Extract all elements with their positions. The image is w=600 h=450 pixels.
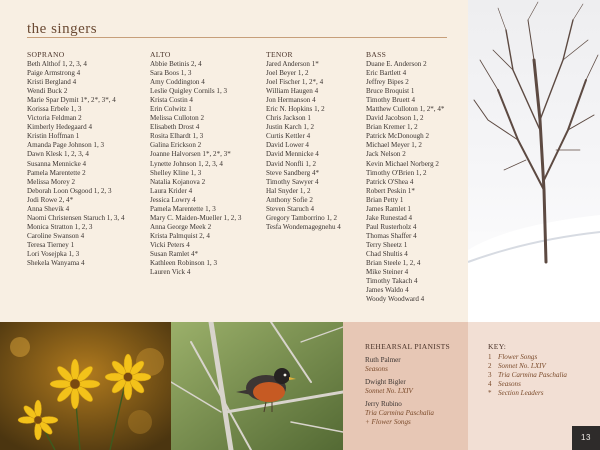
singer-entry: Paul Rusterholz 4 — [366, 222, 417, 231]
singer-entry: Rosita Elhardt 1, 3 — [150, 132, 204, 141]
singer-entry: Joel Beyer 1, 2 — [266, 69, 309, 78]
tenor-column — [266, 50, 378, 232]
singer-entry: Anna Shevik 4 — [27, 204, 70, 213]
singer-entry: Terry Sheetz 1 — [366, 240, 408, 249]
singer-entry: Jack Nelson 2 — [366, 150, 406, 159]
singer-entry: Lori Vosejpka 1, 3 — [27, 249, 80, 258]
singer-entry: Jake Runestad 4 — [366, 213, 413, 222]
page-number: 13 — [572, 426, 600, 450]
singer-entry: Vicki Peters 4 — [150, 240, 190, 249]
singer-entry: Erin Colwitz 1 — [150, 105, 192, 114]
singer-entry: Elisabeth Drost 4 — [150, 123, 200, 132]
singer-entry: Amy Coddington 4 — [150, 78, 205, 87]
section-header: ALTO — [150, 50, 171, 59]
pianist-work: Sonnet No. LXIV — [365, 387, 413, 395]
key-header: KEY: — [488, 342, 507, 351]
singer-entry: Jodi Rowe 2, 4* — [27, 195, 74, 204]
key-item — [488, 362, 546, 371]
singer-entry: Krista Palmquist 2, 4 — [150, 231, 210, 240]
section-header: SOPRANO — [27, 50, 65, 59]
pianist-name: Jerry Rubino — [365, 400, 402, 408]
pianist-work: Seasons — [365, 365, 388, 373]
singer-entry: Wendi Buck 2 — [27, 87, 68, 96]
singer-entry: Anthony Sofie 2 — [266, 195, 313, 204]
key-item — [488, 389, 544, 398]
singer-entry: Susanna Mennicke 4 — [27, 159, 87, 168]
singer-entry: Galina Erickson 2 — [150, 141, 202, 150]
singer-entry: Joanne Halvorsen 1*, 2*, 3* — [150, 150, 231, 159]
singer-entry: Naomi Christensen Staruch 1, 3, 4 — [27, 213, 125, 222]
singer-entry: Hal Snyder 1, 2 — [266, 186, 311, 195]
singer-entry: Woody Woodward 4 — [366, 295, 425, 304]
key-item — [488, 371, 567, 380]
singer-entry: Kathleen Robinson 1, 3 — [150, 259, 217, 268]
name-list — [366, 60, 478, 304]
singer-entry: Natalia Kojanova 2 — [150, 177, 206, 186]
singer-entry: Victoria Feldman 2 — [27, 114, 82, 123]
page-title: the singers — [27, 21, 98, 37]
singer-entry: Pamela Marentette 1, 3 — [150, 204, 216, 213]
singer-entry: Jon Hermanson 4 — [266, 96, 316, 105]
singer-entry: Krista Costin 4 — [150, 96, 193, 105]
snowy-tree-photo — [468, 0, 600, 322]
key-label: Tria Carmina Paschalia — [498, 371, 567, 379]
singer-entry: Eric Bartlett 4 — [366, 69, 407, 78]
singer-entry: Marie Spar Dymit 1*, 2*, 3*, 4 — [27, 96, 116, 105]
singer-entry: Steve Sandberg 4* — [266, 168, 320, 177]
singer-entry: Kristin Hoffman 1 — [27, 132, 80, 141]
singer-entry: Patrick O'Shea 4 — [366, 177, 414, 186]
singer-entry: Lauren Vick 4 — [150, 268, 191, 277]
singer-entry: Timothy Sawyer 4 — [266, 177, 319, 186]
singer-entry: Timothy O'Brien 1, 2 — [366, 168, 427, 177]
key-symbol: * — [488, 389, 492, 397]
singer-entry: Laura Krider 4 — [150, 186, 193, 195]
singer-entry: James Waldo 4 — [366, 286, 409, 295]
key-label: Section Leaders — [498, 389, 544, 397]
singer-entry: Brian Steele 1, 2, 4 — [366, 259, 421, 268]
singer-entry: Steven Staruch 4 — [266, 204, 315, 213]
singer-entry: Deborah Loon Osgood 1, 2, 3 — [27, 186, 112, 195]
bass-column — [366, 50, 478, 304]
singer-entry: Jeffrey Bipes 2 — [366, 78, 409, 87]
pianist-entry — [365, 356, 401, 374]
key-item — [488, 353, 537, 362]
pianist-entry — [365, 400, 434, 427]
singer-entry: Matthew Culloton 1, 2*, 4* — [366, 105, 445, 114]
singer-entry: Amanda Page Johnson 1, 3 — [27, 141, 105, 150]
section-header: TENOR — [266, 50, 293, 59]
section-header: BASS — [366, 50, 387, 59]
pianist-entry — [365, 378, 413, 396]
singer-entry: Eric N. Hopkins 1, 2 — [266, 105, 325, 114]
singer-entry: William Haugen 4 — [266, 87, 319, 96]
singer-entry: David Jacobson 1, 2 — [366, 114, 424, 123]
alto-column — [150, 50, 262, 277]
singer-entry: Pamela Marentette 2 — [27, 168, 86, 177]
pianist-name: Dwight Bigler — [365, 378, 406, 386]
singer-entry: David Lower 4 — [266, 141, 309, 150]
singer-entry: Brian Kremer 1, 2 — [366, 123, 418, 132]
singer-entry: Robert Peskin 1* — [366, 186, 415, 195]
singer-entry: Mary C. Maiden-Mueller 1, 2, 3 — [150, 213, 242, 222]
key-label: Sonnet No. LXIV — [498, 362, 546, 370]
name-list — [266, 60, 378, 232]
singer-entry: Kristi Bergland 4 — [27, 78, 77, 87]
name-list — [150, 60, 262, 277]
singer-entry: Kimberly Hedegaard 4 — [27, 123, 93, 132]
singer-entry: Jessica Lowry 4 — [150, 195, 196, 204]
singer-entry: Teresa Tierney 1 — [27, 240, 75, 249]
title-divider — [27, 37, 447, 38]
singer-entry: Lynette Johnson 1, 2, 3, 4 — [150, 159, 223, 168]
singer-entry: Monica Stratton 1, 2, 3 — [27, 222, 93, 231]
singer-entry: Paige Armstrong 4 — [27, 69, 81, 78]
singer-entry: Patrick McDonough 2 — [366, 132, 430, 141]
robin-photo — [171, 322, 343, 450]
key-symbol: 2 — [488, 362, 492, 370]
key-symbol: 3 — [488, 371, 492, 379]
singer-entry: Justin Karch 1, 2 — [266, 123, 315, 132]
pianist-work: Tria Carmina Paschalia — [365, 409, 434, 417]
singer-entry: Chad Shultis 4 — [366, 249, 408, 258]
singer-entry: James Ramlet 1 — [366, 204, 411, 213]
singer-entry: David Mennicke 4 — [266, 150, 319, 159]
singer-entry: Michael Meyer 1, 2 — [366, 141, 422, 150]
singer-entry: Sara Boos 1, 3 — [150, 69, 192, 78]
name-list — [27, 60, 139, 268]
key-item — [488, 380, 521, 389]
key-label: Seasons — [498, 380, 521, 388]
singer-entry: Joel Fischer 1, 2*, 4 — [266, 78, 324, 87]
key-label: Flower Songs — [498, 353, 538, 361]
singer-entry: Gregory Tamborrino 1, 2 — [266, 213, 338, 222]
singer-entry: Kevin Michael Norberg 2 — [366, 159, 439, 168]
singer-entry: Dawn Klesk 1, 2, 3, 4 — [27, 150, 89, 159]
singer-entry: Melissa Morey 2 — [27, 177, 76, 186]
singer-entry: Timothy Bruett 4 — [366, 96, 416, 105]
singer-entry: Caroline Swanson 4 — [27, 231, 85, 240]
singer-entry: Jared Anderson 1* — [266, 60, 319, 68]
singer-entry: Mike Steiner 4 — [366, 268, 409, 277]
singer-entry: Tesfa Wondemagegnehu 4 — [266, 222, 341, 231]
singer-entry: Korissa Erbele 1, 3 — [27, 105, 82, 114]
yellow-flowers-photo — [0, 322, 171, 450]
singer-entry: Anna George Meek 2 — [150, 222, 212, 231]
singer-entry: Shelley Kline 1, 3 — [150, 168, 202, 177]
singer-entry: Thomas Shaffer 4 — [366, 231, 417, 240]
singer-entry: Leslie Quigley Cornils 1, 3 — [150, 87, 228, 96]
singer-entry: Brian Petty 1 — [366, 195, 404, 204]
pianist-work: + Flower Songs — [365, 418, 411, 426]
singer-entry: Timothy Takach 4 — [366, 277, 418, 286]
singer-entry: David Nonfli 1, 2 — [266, 159, 317, 168]
singer-entry: Shekela Wanyama 4 — [27, 259, 85, 268]
key-symbol: 1 — [488, 353, 492, 361]
pianist-name: Ruth Palmer — [365, 356, 401, 364]
singer-entry: Duane E. Anderson 2 — [366, 60, 427, 68]
soprano-column — [27, 50, 139, 268]
key-symbol: 4 — [488, 380, 492, 388]
singer-entry: Melissa Culloton 2 — [150, 114, 204, 123]
singer-entry: Abbie Betinis 2, 4 — [150, 60, 202, 68]
singer-entry: Curtis Kettler 4 — [266, 132, 311, 141]
singer-entry: Chris Jackson 1 — [266, 114, 311, 123]
singer-entry: Bruce Broquist 1 — [366, 87, 415, 96]
pianists-header: REHEARSAL PIANISTS — [365, 342, 451, 351]
rehearsal-pianists-panel — [343, 322, 468, 450]
singer-entry: Beth Althof 1, 2, 3, 4 — [27, 60, 87, 68]
singer-entry: Susan Ramlet 4* — [150, 249, 199, 258]
